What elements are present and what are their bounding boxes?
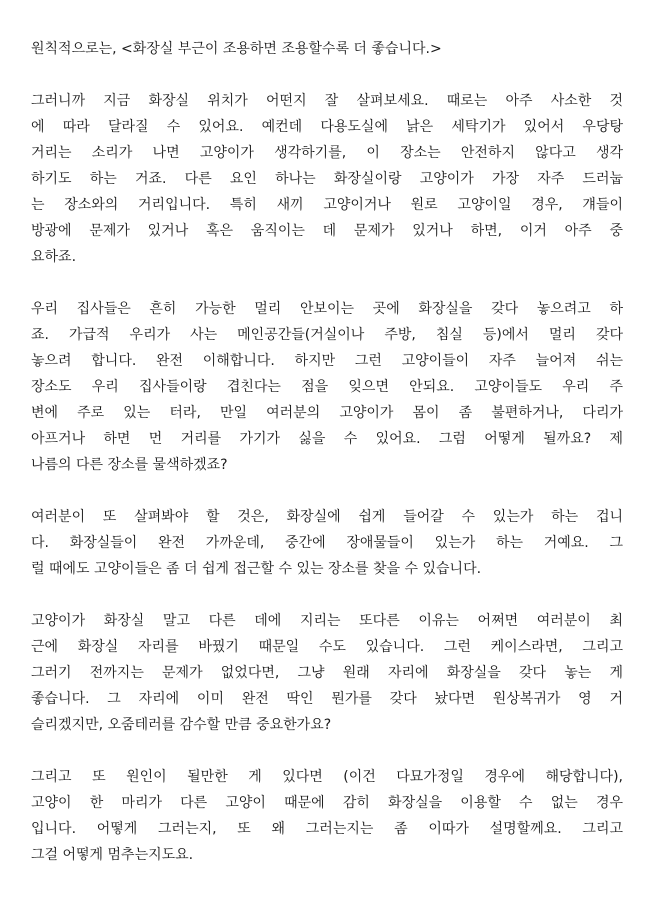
text-line: 그리고 또 원인이 될만한 게 있다면 (이건 다묘가정일 경우에 해당합니다), [31, 769, 623, 785]
text-line: 그걸 어떻게 멈추는지도요. [31, 847, 194, 863]
text-line: 럴 때에도 고양이들은 좀 더 쉽게 접근할 수 있는 장소를 찾을 수 있습니다. [31, 561, 482, 577]
text-line: 슬리겠지만, 오줌테러를 감수할 만큼 중요한가요? [31, 717, 332, 733]
text-line: 요하죠. [31, 249, 77, 265]
text-line: 그러니까 지금 화장실 위치가 어떤지 잘 살펴보세요. 때로는 아주 사소한 것 [31, 93, 623, 109]
text-line: 좋습니다. 그 자리에 이미 완전 딱인 뭔가를 갖다 놨다면 원상복귀가 영 거 [31, 691, 623, 707]
text-line: 다. 화장실들이 완전 가까운데, 중간에 장애물들이 있는가 하는 거예요. 그 [31, 535, 623, 551]
text-line: 여러분이 또 살펴봐야 할 것은, 화장실에 쉽게 들어갈 수 있는가 하는 겁니 [31, 509, 623, 525]
text-line: 변에 주로 있는 터라, 만일 여러분의 고양이가 몸이 좀 불편하거나, 다리가 [31, 405, 623, 421]
paragraph-location [31, 88, 623, 270]
text-line: 장소도 우리 집사들이랑 겹친다는 점을 잊으면 안되요. 고양이들도 우리 주 [31, 379, 623, 395]
text-line: 에 따라 달라질 수 있어요. 예컨데 다용도실에 낡은 세탁기가 있어서 우당탕 [31, 119, 623, 135]
text-line: 근에 화장실 자리를 바꿨기 때문일 수도 있습니다. 그런 케이스라면, 그리고 [31, 639, 623, 655]
text-line: 고양이가 화장실 말고 다른 데에 지리는 또다른 이유는 어쩌면 여러분이 최 [31, 613, 623, 629]
text-line: 죠. 가급적 우리가 사는 메인공간들(거실이나 주방, 침실 등)에서 멀리 갖다 [31, 327, 623, 343]
document-body [31, 36, 623, 868]
text-line: 입니다. 어떻게 그러는지, 또 왜 그러는지는 좀 이따가 설명할께요. 그리고 [31, 821, 623, 837]
text-line: 우리 집사들은 흔히 가능한 멀리 안보이는 곳에 화장실을 갖다 놓으려고 하 [31, 301, 623, 317]
paragraph-multicat [31, 764, 623, 868]
paragraph-distance [31, 296, 623, 478]
text-line: 방광에 문제가 있거나 혹은 움직이는 데 문제가 있거나 하면, 이거 아주 중 [31, 223, 623, 239]
text-line: 나름의 다른 장소를 물색하겠죠? [31, 457, 228, 473]
paragraph-relocation [31, 608, 623, 738]
text-line: 그러기 전까지는 문제가 없었다면, 그냥 원래 자리에 화장실을 갖다 놓는 게 [31, 665, 623, 681]
text-line: 놓으려 합니다. 완전 이해합니다. 하지만 그런 고양이들이 자주 늘어져 쉬는 [31, 353, 623, 369]
paragraph-intro [31, 36, 623, 62]
text-line: 고양이 한 마리가 다른 고양이 때문에 감히 화장실을 이용할 수 없는 경우 [31, 795, 623, 811]
text-line: 하기도 하는 거죠. 다른 요인 하나는 화장실이랑 고양이가 가장 자주 드러눕 [31, 171, 623, 187]
text-line: 아프거나 하면 먼 거리를 가기가 싫을 수 있어요. 그럼 어떻게 될까요? 제 [31, 431, 623, 447]
text-line: 거리는 소리가 나면 고양이가 생각하기를, 이 장소는 안전하지 않다고 생각 [31, 145, 623, 161]
text-line: 원칙적으로는, <화장실 부근이 조용하면 조용할수록 더 좋습니다.> [31, 41, 442, 57]
text-line: 는 장소와의 거리입니다. 특히 새끼 고양이거나 원로 고양이일 경우, 걔들이 [31, 197, 623, 213]
paragraph-access [31, 504, 623, 582]
